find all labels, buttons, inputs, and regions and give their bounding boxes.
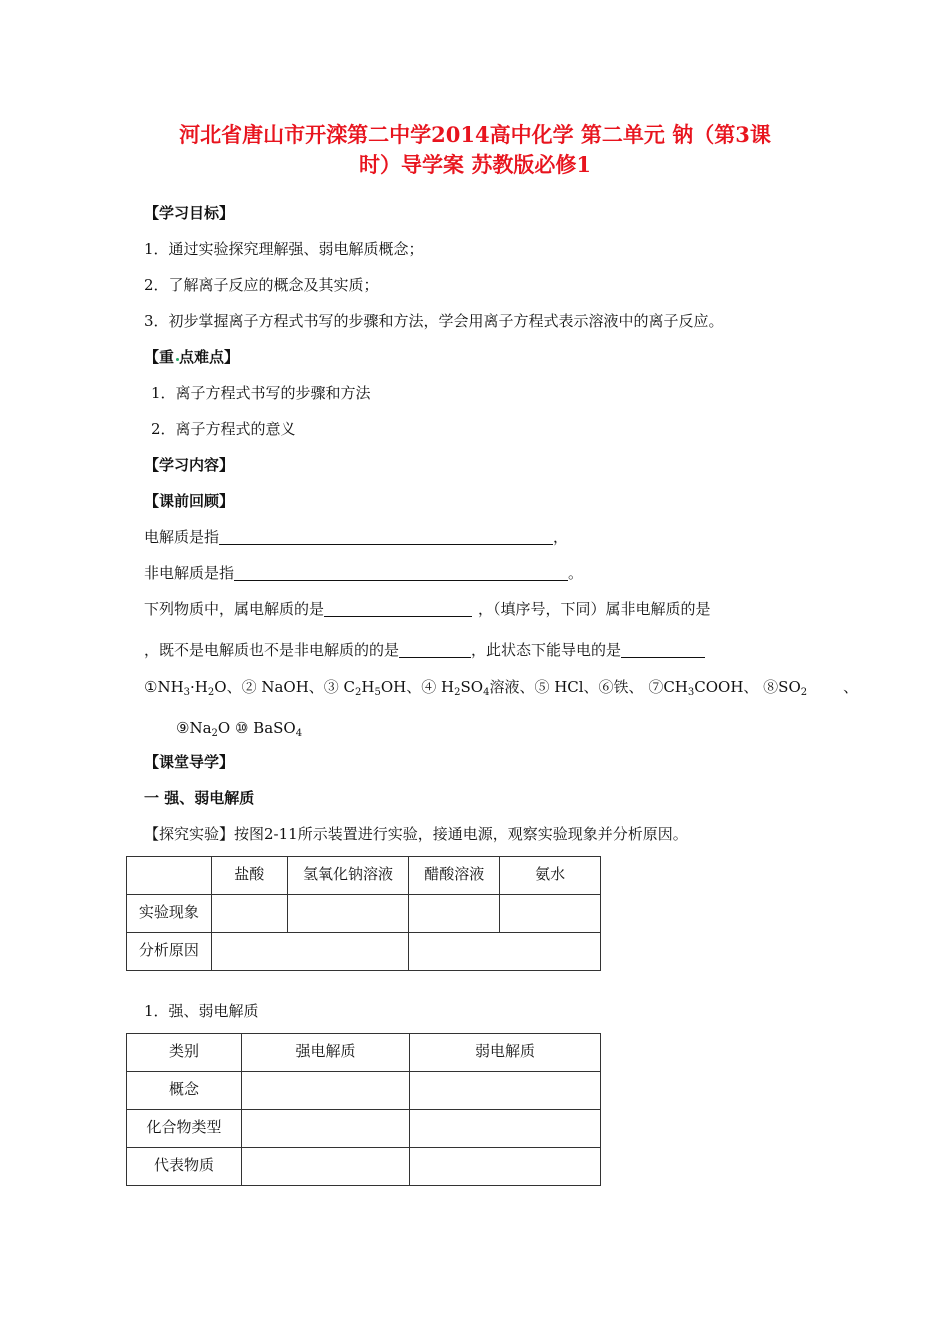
table2-header-strong: 强电解质 [242,1034,410,1072]
experiment-instruction: 【探究实验】按图2-11所示装置进行实验，接通电源，观察实验现象并分析原因。 [144,825,688,843]
table1-header-naoh: 氢氧化钠溶液 [287,857,409,895]
review-heading: 【课前回顾】 [144,492,235,510]
goal-item-1: 1．通过实验探究理解强、弱电解质概念； [144,240,424,258]
non-electrolyte-definition: 非电解质是指 。 [144,564,584,582]
table2-row-compound-type: 化合物类型 [127,1110,242,1148]
content-heading: 【学习内容】 [144,456,235,474]
neither-answer-blank[interactable] [399,641,471,658]
electrolyte-blank[interactable] [219,528,553,545]
key-point-1: 1．离子方程式书写的步骤和方法 [151,384,371,402]
table1-header-acetic: 醋酸溶液 [409,857,500,895]
title-line-2: 时）导学案 苏教版必修1 [359,152,591,177]
table2-cell[interactable] [242,1110,410,1148]
table2-row-concept: 概念 [127,1072,242,1110]
sub-heading: 1．强、弱电解质 [144,1002,259,1020]
electrolyte-table [126,1033,601,1186]
table2-cell[interactable] [242,1148,410,1186]
table1-header-hcl: 盐酸 [211,857,287,895]
experiment-table [126,856,601,971]
table1-cell[interactable] [287,895,409,933]
electrolyte-definition: 电解质是指 ， [144,528,569,546]
substances-list-continued: $⑨Na_2O$ ⑩ BaSO$_4$ [176,719,303,739]
table2-cell[interactable] [410,1148,601,1186]
goals-heading: 【学习目标】 [144,204,235,222]
classroom-heading: 【课堂导学】 [144,753,235,771]
title-line-1: 河北省唐山市开滦第二中学2014高中化学 第二单元 钠（第3课 [179,122,771,147]
table2-header-weak: 弱电解质 [410,1034,601,1072]
substances-list: $①NH_3\cdot H_2O$、② NaOH、③ $C_2H_5OH$、④ $H_2SO_4$溶液、⑤ HCl、⑥铁、 $⑦CH_3COOH$、 $⑧SO_2$ 、 [144,678,859,698]
goal-item-3: 3．初步掌握离子方程式书写的步骤和方法，学会用离子方程式表示溶液中的离子反应。 [144,312,724,330]
question-line-2: ，既不是电解质也不是非电解质的的是 ，此状态下能导电的是 [144,640,705,660]
table1-row-phenomenon: 实验现象 [127,895,212,933]
table1-row-analysis: 分析原因 [127,933,212,971]
table1-header-ammonia: 氨水 [500,857,601,895]
conductive-answer-blank[interactable] [621,641,705,658]
table1-header-empty [127,857,212,895]
table2-header-category: 类别 [127,1034,242,1072]
key-point-2: 2．离子方程式的意义 [151,420,296,438]
goal-item-2: 2．了解离子反应的概念及其实质； [144,276,379,294]
non-electrolyte-blank[interactable] [234,564,568,581]
section-heading: 一 强、弱电解质 [144,789,255,807]
table1-cell[interactable] [211,933,409,971]
electrolyte-answer-blank[interactable] [324,600,472,617]
table2-cell[interactable] [410,1072,601,1110]
table2-row-examples: 代表物质 [127,1148,242,1186]
table1-cell[interactable] [409,895,500,933]
table2-cell[interactable] [242,1072,410,1110]
document-title [120,120,830,180]
table1-cell[interactable] [211,895,287,933]
key-points-heading: 【重 点难点】 [144,348,240,366]
question-line-1: 下列物质中，属电解质的是 ，（填序号，下同）属非电解质的是 [144,600,711,618]
table1-cell[interactable] [409,933,601,971]
table2-cell[interactable] [410,1110,601,1148]
table1-cell[interactable] [500,895,601,933]
